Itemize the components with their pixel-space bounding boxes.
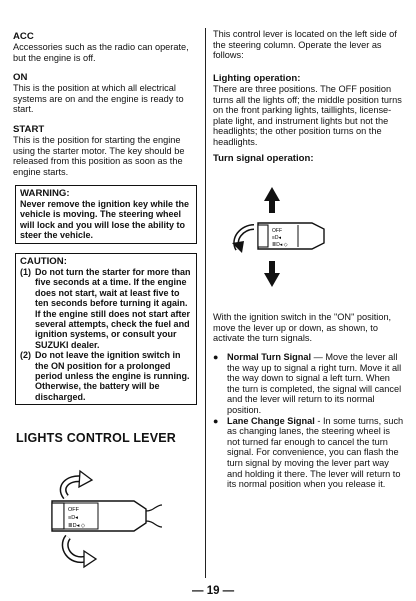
lights-lever-illustration [46, 467, 166, 575]
lever-label-off: OFF [68, 507, 79, 513]
turn-signal-list [213, 352, 404, 490]
bullet-term: Lane Change Signal [227, 415, 315, 426]
column-divider [205, 28, 206, 578]
on-heading: ON [13, 72, 28, 83]
page-number: — 19 — [192, 585, 235, 597]
caution-item-text: Do not turn the starter for more than five seconds at a time. If the engine does not start, wait at least five to ten seconds before turning it again. If the engine still does not start after several attempts, check the fuel and ignition systems, or consult your SUZUKI dealer. [35, 267, 191, 350]
caution-item-number: (2) [20, 350, 31, 361]
arrow-up-icon [264, 187, 280, 213]
warning-box [15, 185, 197, 244]
start-heading: START [13, 124, 45, 135]
bullet-term: Normal Turn Signal [227, 352, 312, 362]
turn-heading: Turn signal operation: [213, 153, 314, 164]
caution-heading: CAUTION: [20, 256, 67, 267]
on-block [13, 72, 200, 115]
lever-body [258, 223, 324, 249]
lighting-text: There are three positions. The OFF position turns all the lights off; the middle position turns on the front parking lights, taillights, license-plate light, and instrument lights but not the headlights; the other position turns on the headlights. [213, 84, 402, 147]
lever-label-head: ≣D◂ ◇ [272, 242, 288, 248]
arrow-down-icon [264, 261, 280, 287]
lighting-heading: Lighting operation: [213, 73, 301, 84]
section-title: LIGHTS CONTROL LEVER [16, 431, 177, 445]
list-item [213, 352, 404, 416]
caution-box [15, 253, 197, 405]
lever-label-park: ≡D◂ [68, 515, 78, 521]
rotate-icon [232, 227, 254, 253]
warning-text: Never remove the ignition key while the vehicle is moving. The steering wheel will lock and you will lose the ability to steer the vehicle. [20, 199, 190, 241]
turn-signal-illustration [228, 183, 338, 291]
lever-label-off: OFF [272, 228, 282, 234]
list-item [213, 416, 404, 490]
acc-block [13, 31, 200, 63]
warning-heading: WARNING: [20, 188, 70, 199]
caution-item [20, 350, 192, 402]
bullet-text: — Move the lever all the way up to signal a right turn. Move it all the way down to signal a left turn. When the turn is completed, the signal will cancel and the lever will return to its normal position. [227, 352, 402, 415]
intro-text: This control lever is located on the left side of the steering column. Operate the lever as follows: [213, 29, 397, 61]
caution-item [20, 267, 192, 350]
bullet-text: - In some turns, such as changing lanes, the steering wheel is not turned far enough to cancel the turn signal. For convenience, you can flash the turn signal by moving the lever part way and holding it there. The lever will return to its normal position when you release it. [227, 415, 404, 490]
lever-label-park: ≡D◂ [272, 235, 282, 241]
caution-list [20, 267, 192, 402]
lever-label-head: ≣D◂ ◇ [68, 523, 86, 529]
turn-text: With the ignition switch in the "ON" position, move the lever up or down, as shown, to activate the turn signals. [213, 312, 392, 344]
caution-item-number: (1) [20, 267, 31, 277]
caution-item-text: Do not leave the ignition switch in the ON position for a prolonged period unless the engine is running. Otherwise, the battery will be discharged. [35, 350, 190, 402]
acc-text: Accessories such as the radio can operate, but the engine is off. [13, 42, 189, 63]
on-text: This is the position at which all electrical systems are on and the engine is ready to start. [13, 83, 184, 115]
start-block [13, 124, 200, 177]
start-text: This is the position for starting the engine using the starter motor. The key should be released from this position as soon as the engine starts. [13, 135, 185, 177]
bullet-icon: ● [213, 352, 219, 362]
rotate-forward-icon [63, 471, 92, 497]
rotate-back-icon [65, 537, 96, 567]
acc-heading: ACC [13, 31, 34, 42]
bullet-icon: ● [213, 415, 219, 426]
lighting-block [213, 73, 404, 148]
